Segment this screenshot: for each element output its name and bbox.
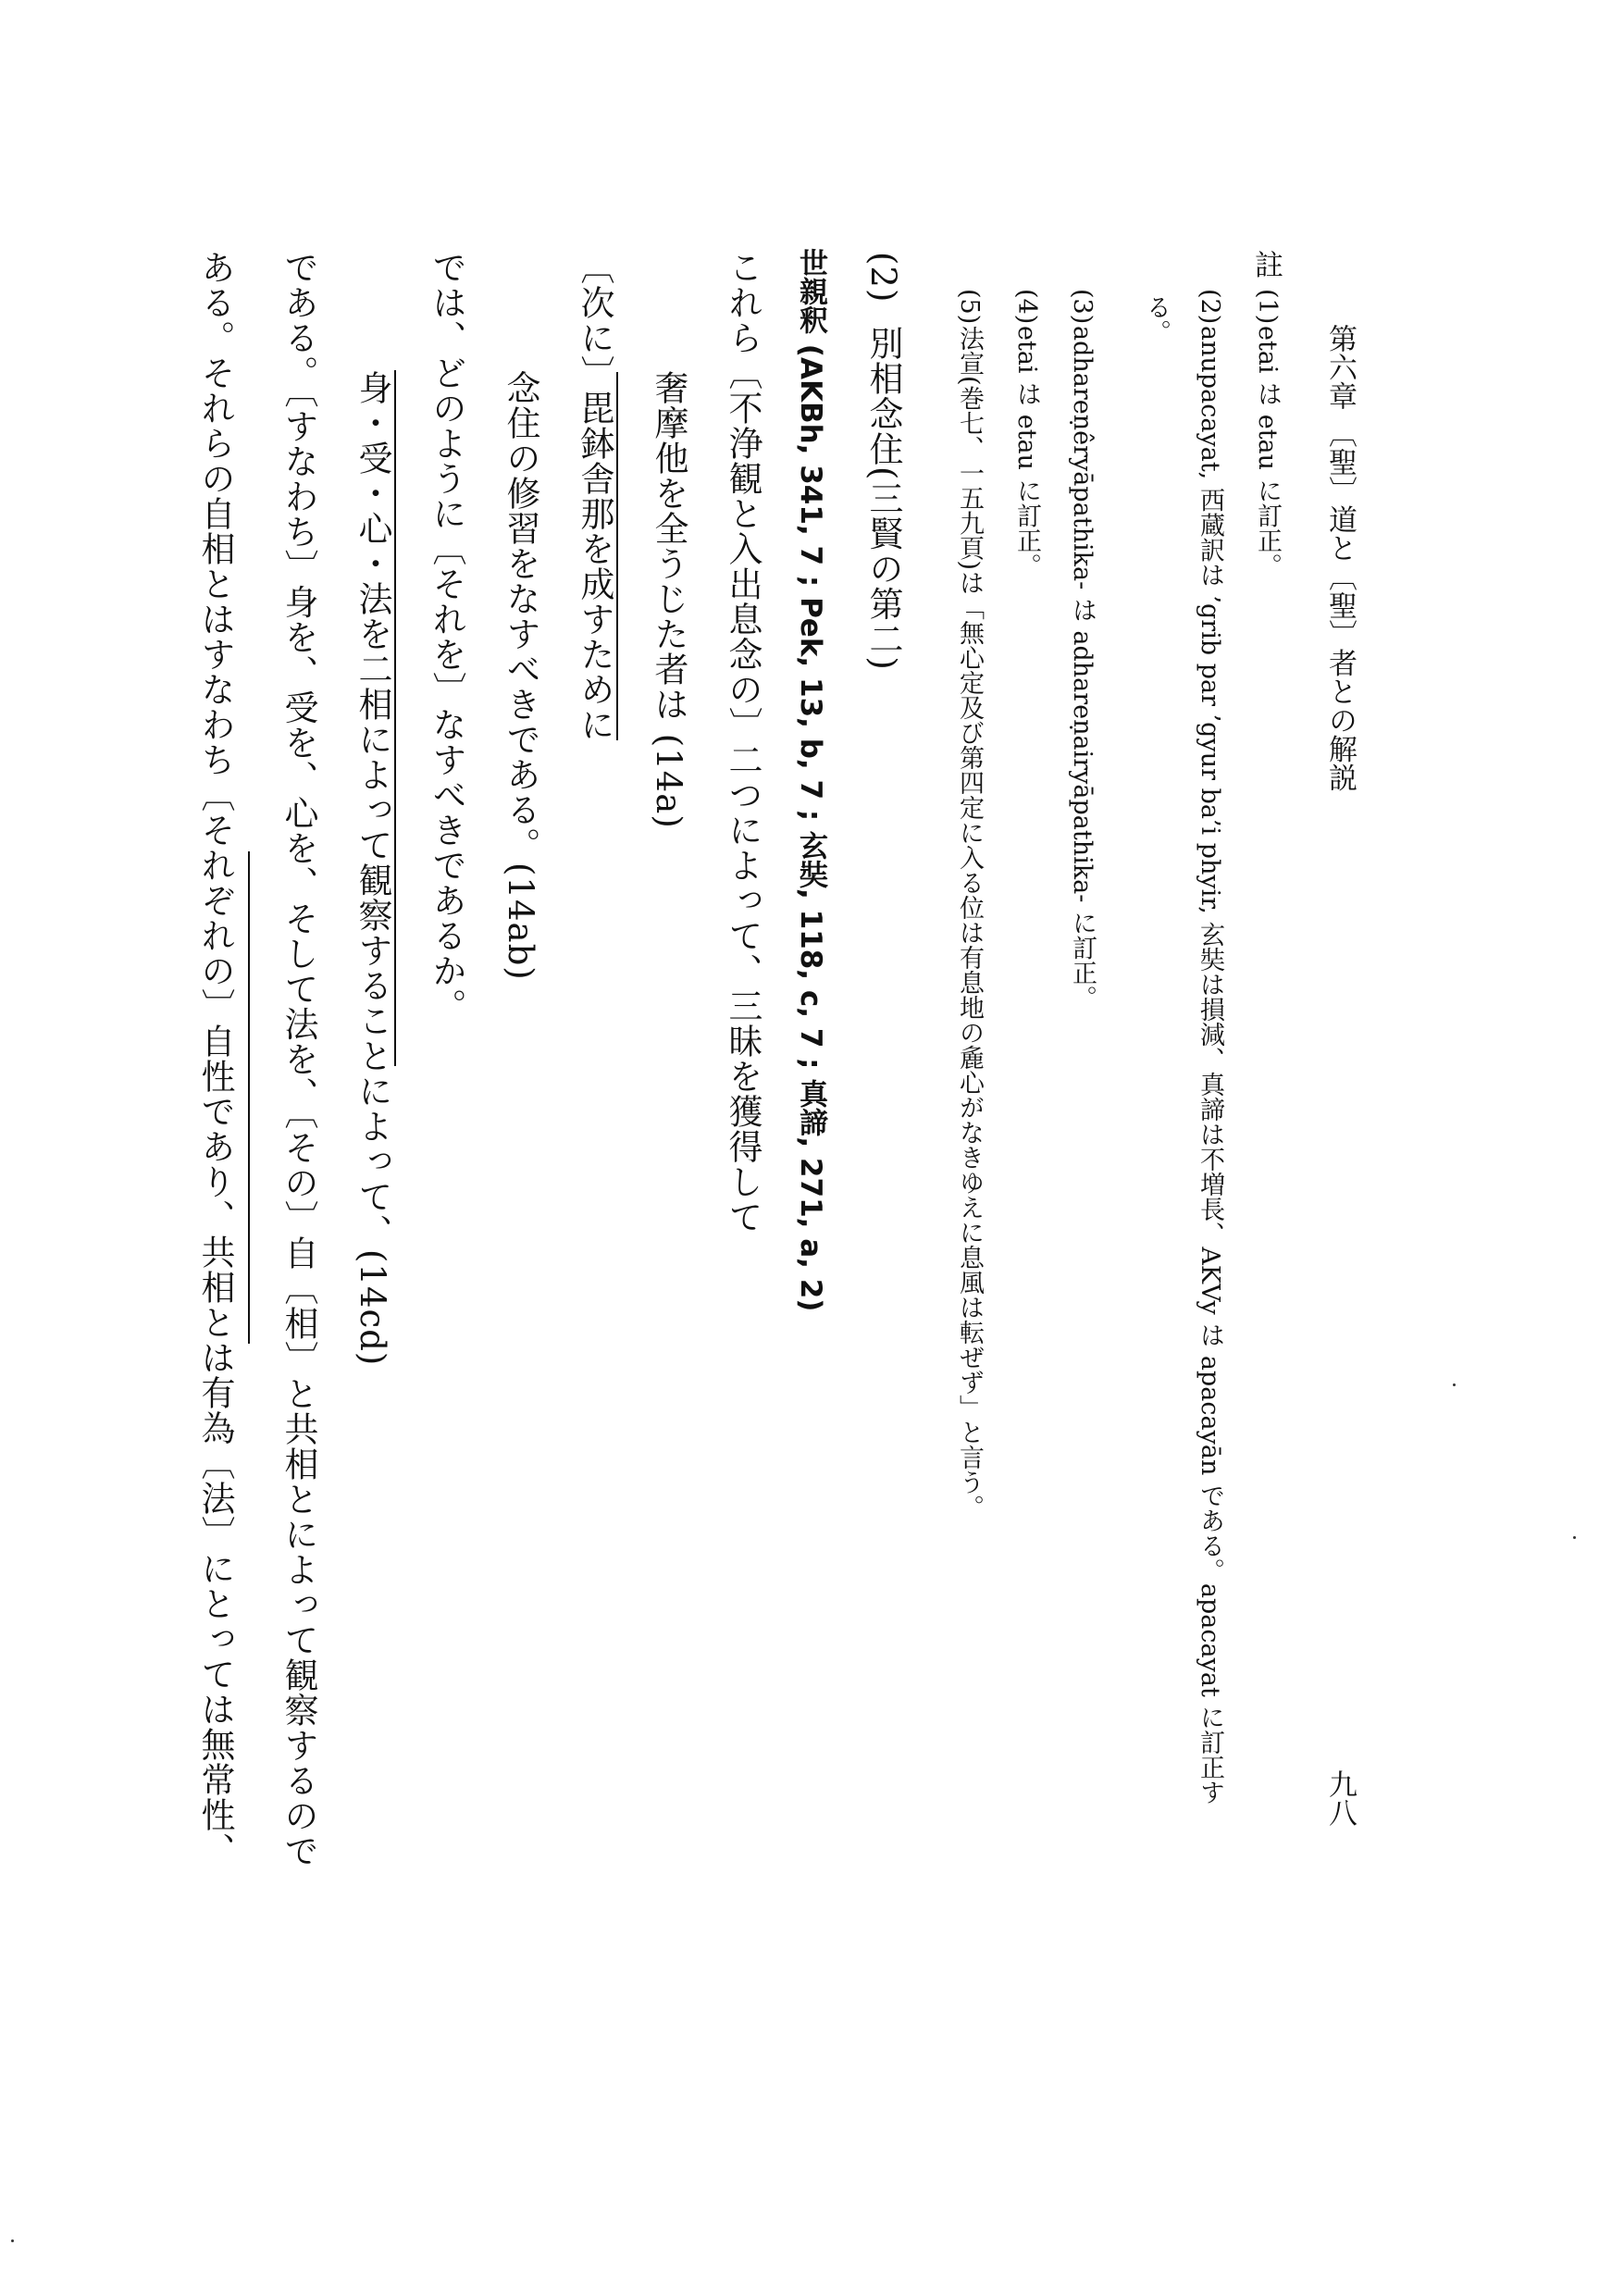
note-number: (5) (955, 289, 984, 325)
note-text: anupacayat, 西蔵訳は ’grib par ’gyur ba’i phyir, 玄奘は損減、真諦は不増長、AKVy は apacayān である。apacayat に訂正す (1196, 326, 1224, 1805)
notes-heading: 註 (1249, 250, 1283, 279)
body-line: これら〔不浄観と入出息念の〕二つによって、三昧を獲得して (723, 250, 762, 1234)
note-text-continued: る。 (1142, 294, 1171, 344)
verse-rule (248, 851, 250, 1344)
verse-line: 奢摩他を全うじた者は (14a) (649, 370, 688, 829)
scan-speck (11, 2239, 14, 2242)
body-line: である。〔すなわち〕身を、受を、心を、そして法を、〔その〕自〔相〕と共相とによって観察するので (279, 250, 318, 1868)
body-line: 〔次に〕毘鉢舎那を成すために (575, 250, 614, 742)
note-number: (4) (1012, 289, 1041, 325)
body-line: では、どのように〔それを〕なすべきであるか。 (427, 250, 466, 1023)
note-number: (3) (1068, 289, 1097, 325)
commentary-reference: 世親釈 (AKBh, 341, 7 ; Pek, 13, b, 7 ; 玄奘, 118, c, 7 ; 真諦, 271, a, 2) (794, 248, 827, 1312)
scan-speck (1573, 1536, 1576, 1539)
page-number: 九八 (1323, 1769, 1357, 1827)
note-number: (1) (1253, 289, 1282, 325)
note-text: adhareṇêryāpathika- は adhareṇairyāpathika- に訂正。 (1068, 326, 1097, 1011)
verse-line: 念住の修習をなすべきである。(14ab) (501, 370, 540, 981)
body-line: ある。それらの自相とはすなわち〔それぞれの〕自性であり、共相とは有為〔法〕にとっては無常性、 (195, 250, 235, 1867)
section-number: (2) (863, 252, 903, 304)
note-text: etai は etau に訂正。 (1012, 326, 1041, 578)
verse-rule (616, 372, 618, 740)
note-text: etai は etau に訂正。 (1253, 326, 1282, 578)
scan-speck (1453, 1383, 1456, 1386)
section-title: 別相念住(三賢の第二) (863, 326, 903, 671)
verse-line: 身・受・心・法を二相によって観察することによって、(14cd) (353, 370, 392, 1367)
chapter-title: 第六章 〔聖〕道と〔聖〕者との解説 (1323, 324, 1357, 792)
note-number: (2) (1196, 289, 1224, 325)
note-text: 法宣(巻七、一五九頁)は「無心定及び第四定に入る位は有息地の麁心がなきゆえに息風は転ぜず」と言う。 (955, 326, 984, 1520)
verse-rule (394, 370, 396, 1066)
